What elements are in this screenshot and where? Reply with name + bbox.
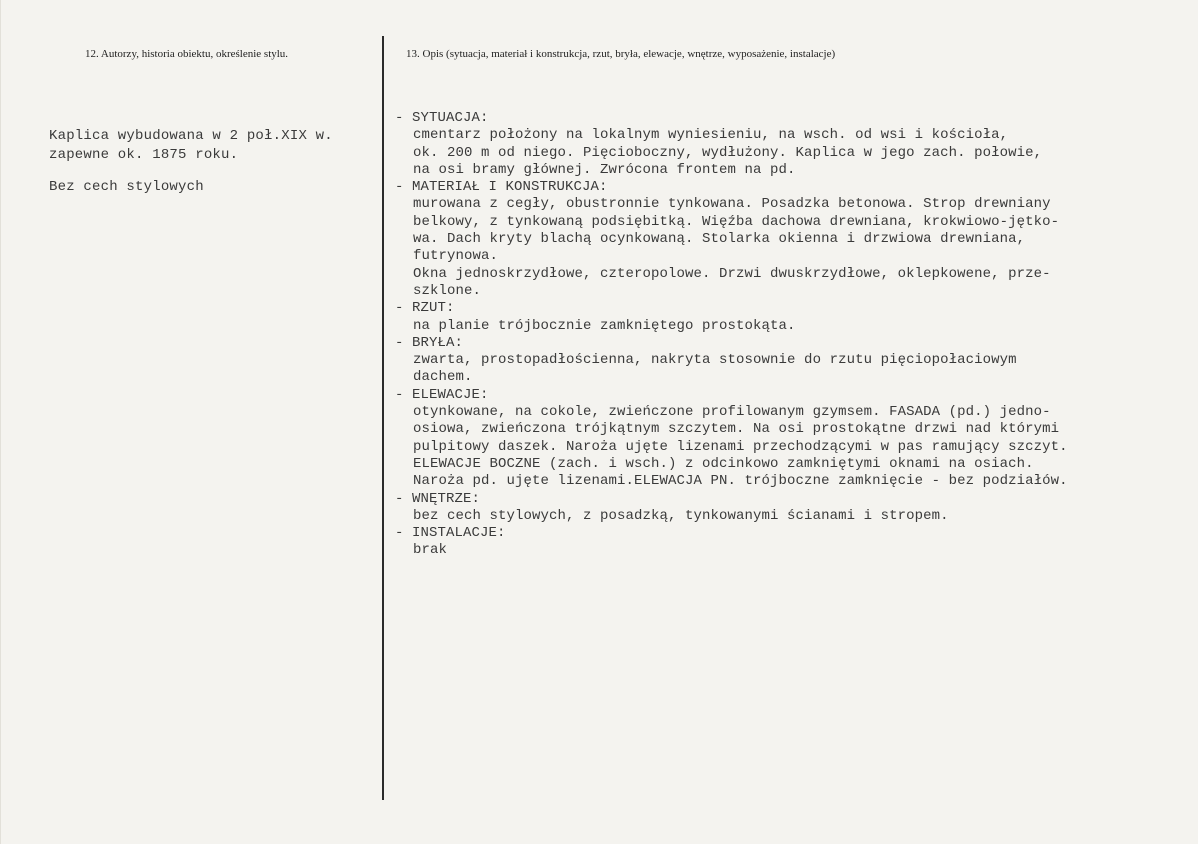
history-paragraph: Kaplica wybudowana w 2 poł.XIX w. zapewne ok. 1875 roku. [49, 128, 333, 163]
section-line: szklone. [413, 282, 482, 299]
section-line: cmentarz położony na lokalnym wyniesieniu, na wsch. od wsi i kościoła, [413, 127, 1009, 144]
section-line: bez cech stylowych, z posadzką, tynkowanymi ścianami i stropem. [413, 507, 949, 524]
section-line: dachem. [413, 369, 473, 386]
section-line: Okna jednoskrzydłowe, czteropolowe. Drzwi dwuskrzydłowe, oklepkowene, prze- [413, 265, 1051, 282]
section-heading: - SYTUACJA: [395, 110, 489, 126]
section-line: na osi bramy głównej. Zwrócona frontem na pd. [413, 161, 796, 178]
section-line: futrynowa. [413, 248, 499, 265]
history-text [49, 127, 369, 210]
section-heading: - WNĘTRZE: [395, 490, 481, 507]
section-line: murowana z cegły, obustronnie tynkowana. Posadzka betonowa. Strop drewniany [413, 196, 1051, 213]
section-line: ELEWACJE BOCZNE (zach. i wsch.) z odcinkowo zamkniętymi oknami na osiach. [413, 455, 1034, 472]
right-column-header: 13. Opis (sytuacja, materiał i konstrukcja, rzut, bryła, elewacje, wnętrze, wyposażenie, instalacje) [406, 48, 836, 60]
section-line: brak [413, 542, 448, 559]
description-section [395, 491, 1185, 526]
left-column-header: 12. Autorzy, historia obiektu, określenie stylu. [85, 48, 289, 60]
section-heading: - BRYŁA: [395, 334, 464, 351]
section-line: Naroża pd. ujęte lizenami.ELEWACJA PN. trójboczne zamknięcie - bez podziałów. [413, 473, 1068, 490]
description-section [395, 300, 1185, 335]
section-line: wa. Dach kryty blachą ocynkowaną. Stolarka okienna i drzwiowa drewniana, [413, 231, 1026, 248]
section-heading: - RZUT: [395, 300, 455, 317]
column-divider [382, 36, 384, 800]
section-heading: - MATERIAŁ I KONSTRUKCJA: [395, 179, 608, 196]
style-paragraph: Bez cech stylowych [49, 179, 204, 195]
description-text [395, 110, 1185, 560]
description-section [395, 110, 1185, 179]
section-line: pulpitowy daszek. Naroża ujęte lizenami przechodzącymi w pas ramujący szczyt. [413, 438, 1068, 455]
section-line: osiowa, zwieńczona trójkątnym szczytem. Na osi prostokątne drzwi nad którymi [413, 421, 1060, 438]
section-heading: - ELEWACJE: [395, 386, 489, 403]
section-line: ok. 200 m od niego. Pięcioboczny, wydłużony. Kaplica w jego zach. połowie, [413, 144, 1043, 161]
description-section [395, 525, 1185, 560]
section-line: belkowy, z tynkowaną podsiębitką. Więźba dachowa drewniana, krokwiowo-jętko- [413, 213, 1060, 230]
description-section [395, 335, 1185, 387]
section-line: otynkowane, na cokole, zwieńczone profilowanym gzymsem. FASADA (pd.) jedno- [413, 404, 1051, 421]
description-section [395, 179, 1185, 300]
section-line: zwarta, prostopadłościenna, nakryta stosownie do rzutu pięciopołaciowym [413, 352, 1017, 369]
section-line: na planie trójbocznie zamkniętego prostokąta. [413, 317, 796, 334]
section-heading: - INSTALACJE: [395, 525, 506, 542]
description-section [395, 387, 1185, 491]
